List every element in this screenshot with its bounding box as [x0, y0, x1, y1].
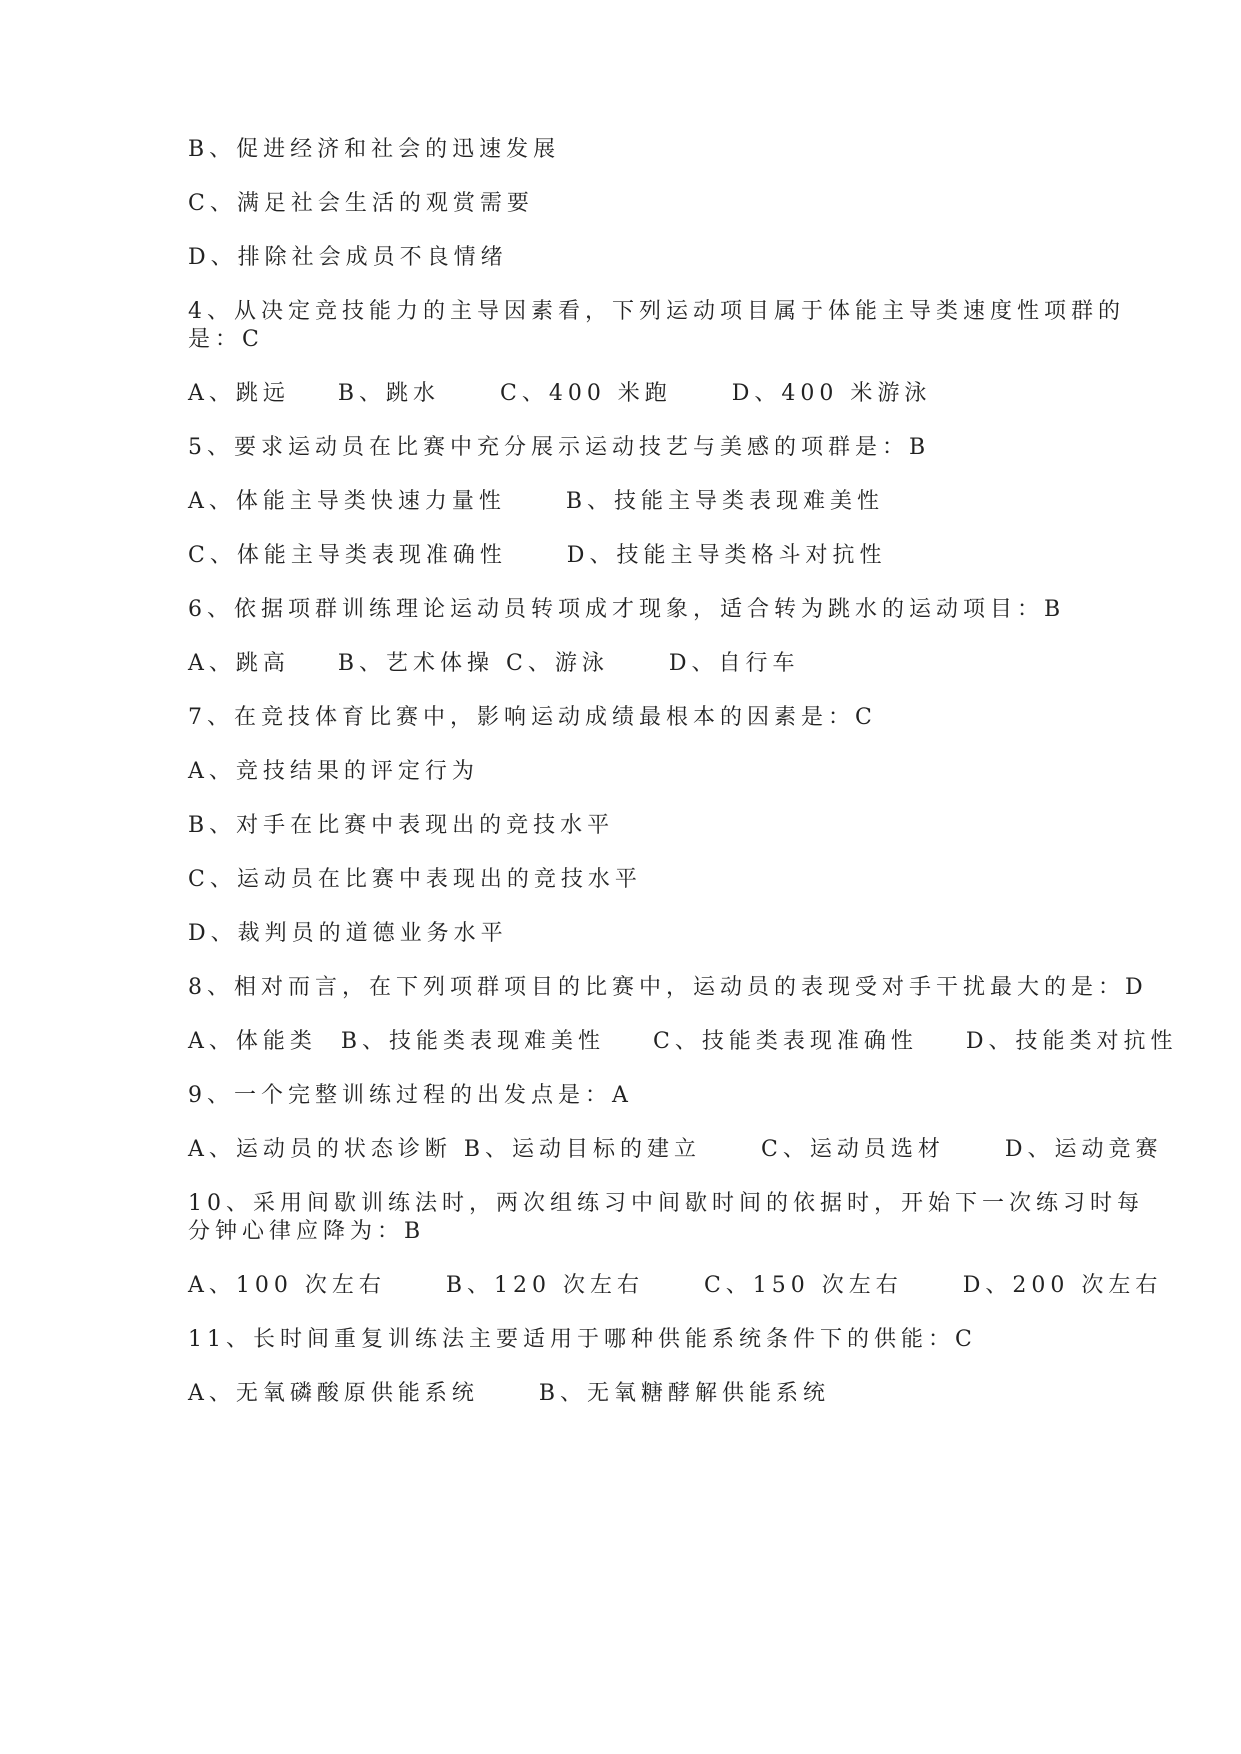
options-q5-cd: C、体能主导类表现准确性 D、技能主导类格斗对抗性 [188, 543, 887, 568]
options-q11: A、无氧磷酸原供能系统 B、无氧糖酵解供能系统 [188, 1381, 831, 1406]
options-q4: A、跳远 B、跳水 C、400 米跑 D、400 米游泳 [188, 381, 932, 406]
options-q9: A、运动员的状态诊断 B、运动目标的建立 C、运动员选材 D、运动竞赛 [188, 1137, 1163, 1162]
options-q6: A、跳高 B、艺术体操 C、游泳 D、自行车 [188, 651, 800, 676]
question-4-line-2: 是：C [188, 327, 264, 352]
question-5: 5、要求运动员在比赛中充分展示运动技艺与美感的项群是：B [188, 435, 931, 460]
question-8: 8、相对而言，在下列项群项目的比赛中，运动员的表现受对手干扰最大的是：D [188, 975, 1148, 1000]
option-a-q7: A、竞技结果的评定行为 [188, 759, 479, 784]
options-q8: A、体能类 B、技能类表现难美性 C、技能类表现准确性 D、技能类对抗性 [188, 1029, 1178, 1054]
option-c-q7: C、运动员在比赛中表现出的竞技水平 [188, 867, 642, 892]
question-7: 7、在竞技体育比赛中，影响运动成绩最根本的因素是：C [188, 705, 877, 730]
option-b-q3: B、促进经济和社会的迅速发展 [188, 137, 561, 162]
question-10-line-2: 分钟心律应降为：B [188, 1219, 426, 1244]
options-q10: A、100 次左右 B、120 次左右 C、150 次左右 D、200 次左右 [188, 1273, 1163, 1298]
options-q5-ab: A、体能主导类快速力量性 B、技能主导类表现难美性 [188, 489, 885, 514]
option-c-q3: C、满足社会生活的观赏需要 [188, 191, 534, 216]
option-d-q3: D、排除社会成员不良情绪 [188, 245, 508, 270]
question-6: 6、依据项群训练理论运动员转项成才现象，适合转为跳水的运动项目：B [188, 597, 1066, 622]
question-4-line-1: 4、从决定竞技能力的主导因素看，下列运动项目属于体能主导类速度性项群的 [188, 299, 1125, 324]
question-10-line-1: 10、采用间歇训练法时，两次组练习中间歇时间的依据时，开始下一次练习时每 [188, 1191, 1144, 1216]
question-11: 11、长时间重复训练法主要适用于哪种供能系统条件下的供能：C [188, 1327, 977, 1352]
option-b-q7: B、对手在比赛中表现出的竞技水平 [188, 813, 615, 838]
question-9: 9、一个完整训练过程的出发点是：A [188, 1083, 633, 1108]
option-d-q7: D、裁判员的道德业务水平 [188, 921, 508, 946]
